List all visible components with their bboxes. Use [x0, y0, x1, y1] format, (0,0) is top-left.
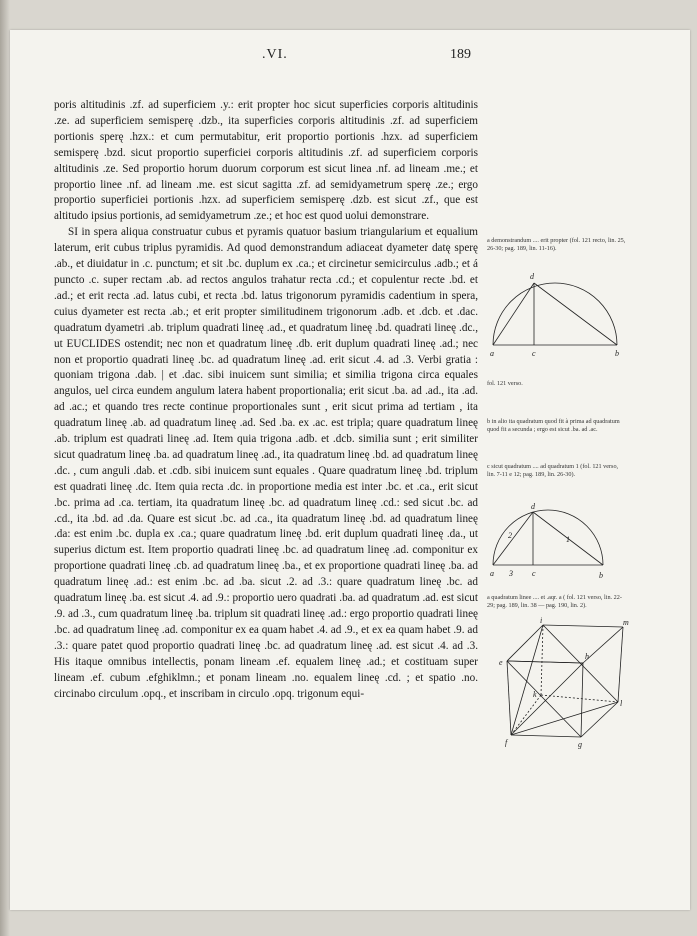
paragraph-1: poris altitudinis .zf. ad superficiem .y.: erit propter hoc sicut superficies corporis altitudinis .ze. ad superficiem semisperę .dzb., ita superficies corporis altitudinis .zf. ad superficiem portionis sperę .hzx.: et cum permutabitur, erit proportio portionis .hzx. ad superficiem semisperę .bzd. sicut proportio superficiei corporis altitudinis .zf. ad superficiem corporis altitudinis .ze. Sed proportio horum duorum corporum est sicut linea .nf. ad lineam .me.; et proportio linee .nf. ad lineam .me. est sicut sagitta .zf. ad semidyametrum sperę .ze.; ergo proportio superficiei portionis .hzx. ad superficiem semisperę .dzb. est sicut .zf., que est altitudo ipsius portionis, ad semidyametrum .ze.; et hoc est quod uolui demonstrare.: [54, 99, 478, 223]
margin-note-5: a quadratum linee .... et .aqr. a ( fol. 121 verso, lin. 22-29; pag. 189, lin. 38 — pag. 190, lin. 2).: [487, 594, 622, 609]
fig2-label-1: 1: [566, 535, 570, 544]
page-gutter-shadow: [0, 0, 10, 936]
margin-note-4: c sicut quadratum .... ad quadratum 1 (fol. 121 verso, lin. 7-11 e 12; pag. 189, lin. 26-30).: [487, 463, 619, 478]
paragraph-2: SI in spera aliqua construatur cubus et pyramis quatuor basium triangularium et equalium laterum, erit cubus triplus pyramidis. Ad quod demonstrandum adiaceat dyameter datę sperę .ab., et diuidatur in .c. punctum; et sit .bc. duplum ex .ca.; et circinetur semicirculus .adb.; et á puncto .c. super rectam .ab. ad rectos angulos trahatur recta .cd.; et copulentur recte .bd. et .ad.; et erit recta .ad. latus cubi, et recta .bd. latus trigonorum pyramidis cadentium in spera, cuius dyameter est recta .ab.; et erit propter similitudinem trigonorum .adb. et .dcb. et .dac. quadratum dyametri .ab. triplum quadrati lineę .ad., et quadratum lineę .bd. quadrati lineę .dc., ut EUCLIDES ostendit; nec non et quadratum lineę .db. erit duplum quadrati lineę .ad.; nec non et proportio quadrati lineę .bc. ad quadratum lineę .ad. erit sicut .4. ad .3. Verbi gratia : quoniam trigona .dab. | et .dac. sibi inuicem sunt similia; et similia trigona circa equales angulos, uel circa eundem angulum latera habent proportionalia; erit sicut .ba. ad .ad., ita .ad. ad .ac.; et quando tres recte continue proportionales sunt , erit sicut prima ad tertiam , ita quadratum lineę .ab. ad quadratum lineę .ad. Sed .ba. ex .ac. est tripla; quare quadratum lineę .ab. triplum est quadrati lineę .ad. Item quia trigona .adb. et .dcb. similia sunt ; erit similiter sicut quadratum lineę .ba. ad quadratum lineę .ad., ita quadratum lineę .bd. ad quadratum lineę .dc. , cum anguli .dab. et .cdb. sibi inuicem sunt equales . Quare quadratum lineę .bd. triplum est quadrati lineę .dc. Item quia recta .dc. in proportione media est inter .bc. et .ca., erit sicut .bc. prima ad .ca. tertiam, ita quadratum lineę .bc. ad quadratum lineę .cd.: sed sicut .bc. ad .cd., ita .bd. ad .da. Quare est sicut .bc. ad .ca., ita quadratum lineę .bd. ad quadratum lineę .da: est enim .bc. dupla ex .ca.; quare quadratum lineę .bd. erit duplum quadrati lineę .da., ut superius dictum est. Item proportio quadrati lineę .bc. ad quadratum lineę .ad. componitur ex proportione quadrati lineę .cb. ad quadratum lineę .ba., et ex proportione quadrati lineę .ba. ad quadratum lineę .ad.: est enim .bc. ad .ba. sicut .2. ad .3.: quare quadratum lineę .bc. ad quadratum lineę .ba. est sicut .4. ad .9.: proportio uero quadrati .ba. ad quadratum .ad. est sicut .9. ad .3., cum quadratum lineę .ba. triplum sit quadrati lineę .ad.: ergo proportio quadrati lineę .bc. ad quadratum lineę .ad. componitur ex ea quam habet .4. ad .9., et ex ea quam habet .9. ad .3.: quare patet quod proportio quadrati lineę .bc. ad quadratum lineę .ad. est sicut .4. ad .3. His itaque omnibus intellectis, ponam lineam .ef. equalem lineę .ad.; et costituam super lineam .ef. cubum .efghiklmn.; et ponam lineam .no. equalem lineę .cd. ; et spatio .no. circinabo circulum .opq., et inscribam in circulo .opq. trigonum equi-: [54, 226, 478, 700]
figure-semicircle-2: [488, 500, 618, 590]
fig3-label-h: h: [585, 652, 589, 661]
fig3-label-f: f: [505, 738, 508, 747]
section-header: .VI.: [262, 47, 288, 62]
fig2-label-2: 2: [508, 531, 512, 540]
fig1-label-c: c: [532, 349, 536, 358]
fig3-label-g: g: [578, 740, 582, 749]
fig2-label-3: 3: [509, 569, 513, 578]
page-number: 189: [450, 47, 471, 62]
margin-note-3: b in alio ita quadratum quod fit à prima ad quadratum quod fit a secunda ; ergo est sicut .ba. ad .ac.: [487, 418, 620, 433]
fig1-label-a: a: [490, 349, 494, 358]
figure-cube: [495, 617, 630, 757]
fig2-label-a: a: [490, 569, 494, 578]
figure-semicircle-1: [488, 268, 628, 373]
fig3-label-k: k: [533, 690, 537, 699]
fig3-label-m: m: [623, 618, 629, 627]
fig1-label-d: d: [530, 272, 534, 281]
fig3-label-e: e: [499, 658, 503, 667]
fig3-label-l: l: [620, 699, 623, 708]
fig2-label-d: d: [531, 502, 535, 511]
fig3-label-i: i: [540, 617, 543, 625]
fig2-label-b: b: [599, 571, 603, 580]
fig2-label-c: c: [532, 569, 536, 578]
fig1-label-b: b: [615, 349, 619, 358]
margin-note-1: a demonstrandum .... erit propter (fol. 121 recto, lin. 25, 26-30; pag. 189, lin. 11-16).: [487, 237, 626, 252]
margin-note-2: fol. 121 verso.: [487, 380, 523, 387]
main-text-column: [54, 98, 478, 702]
